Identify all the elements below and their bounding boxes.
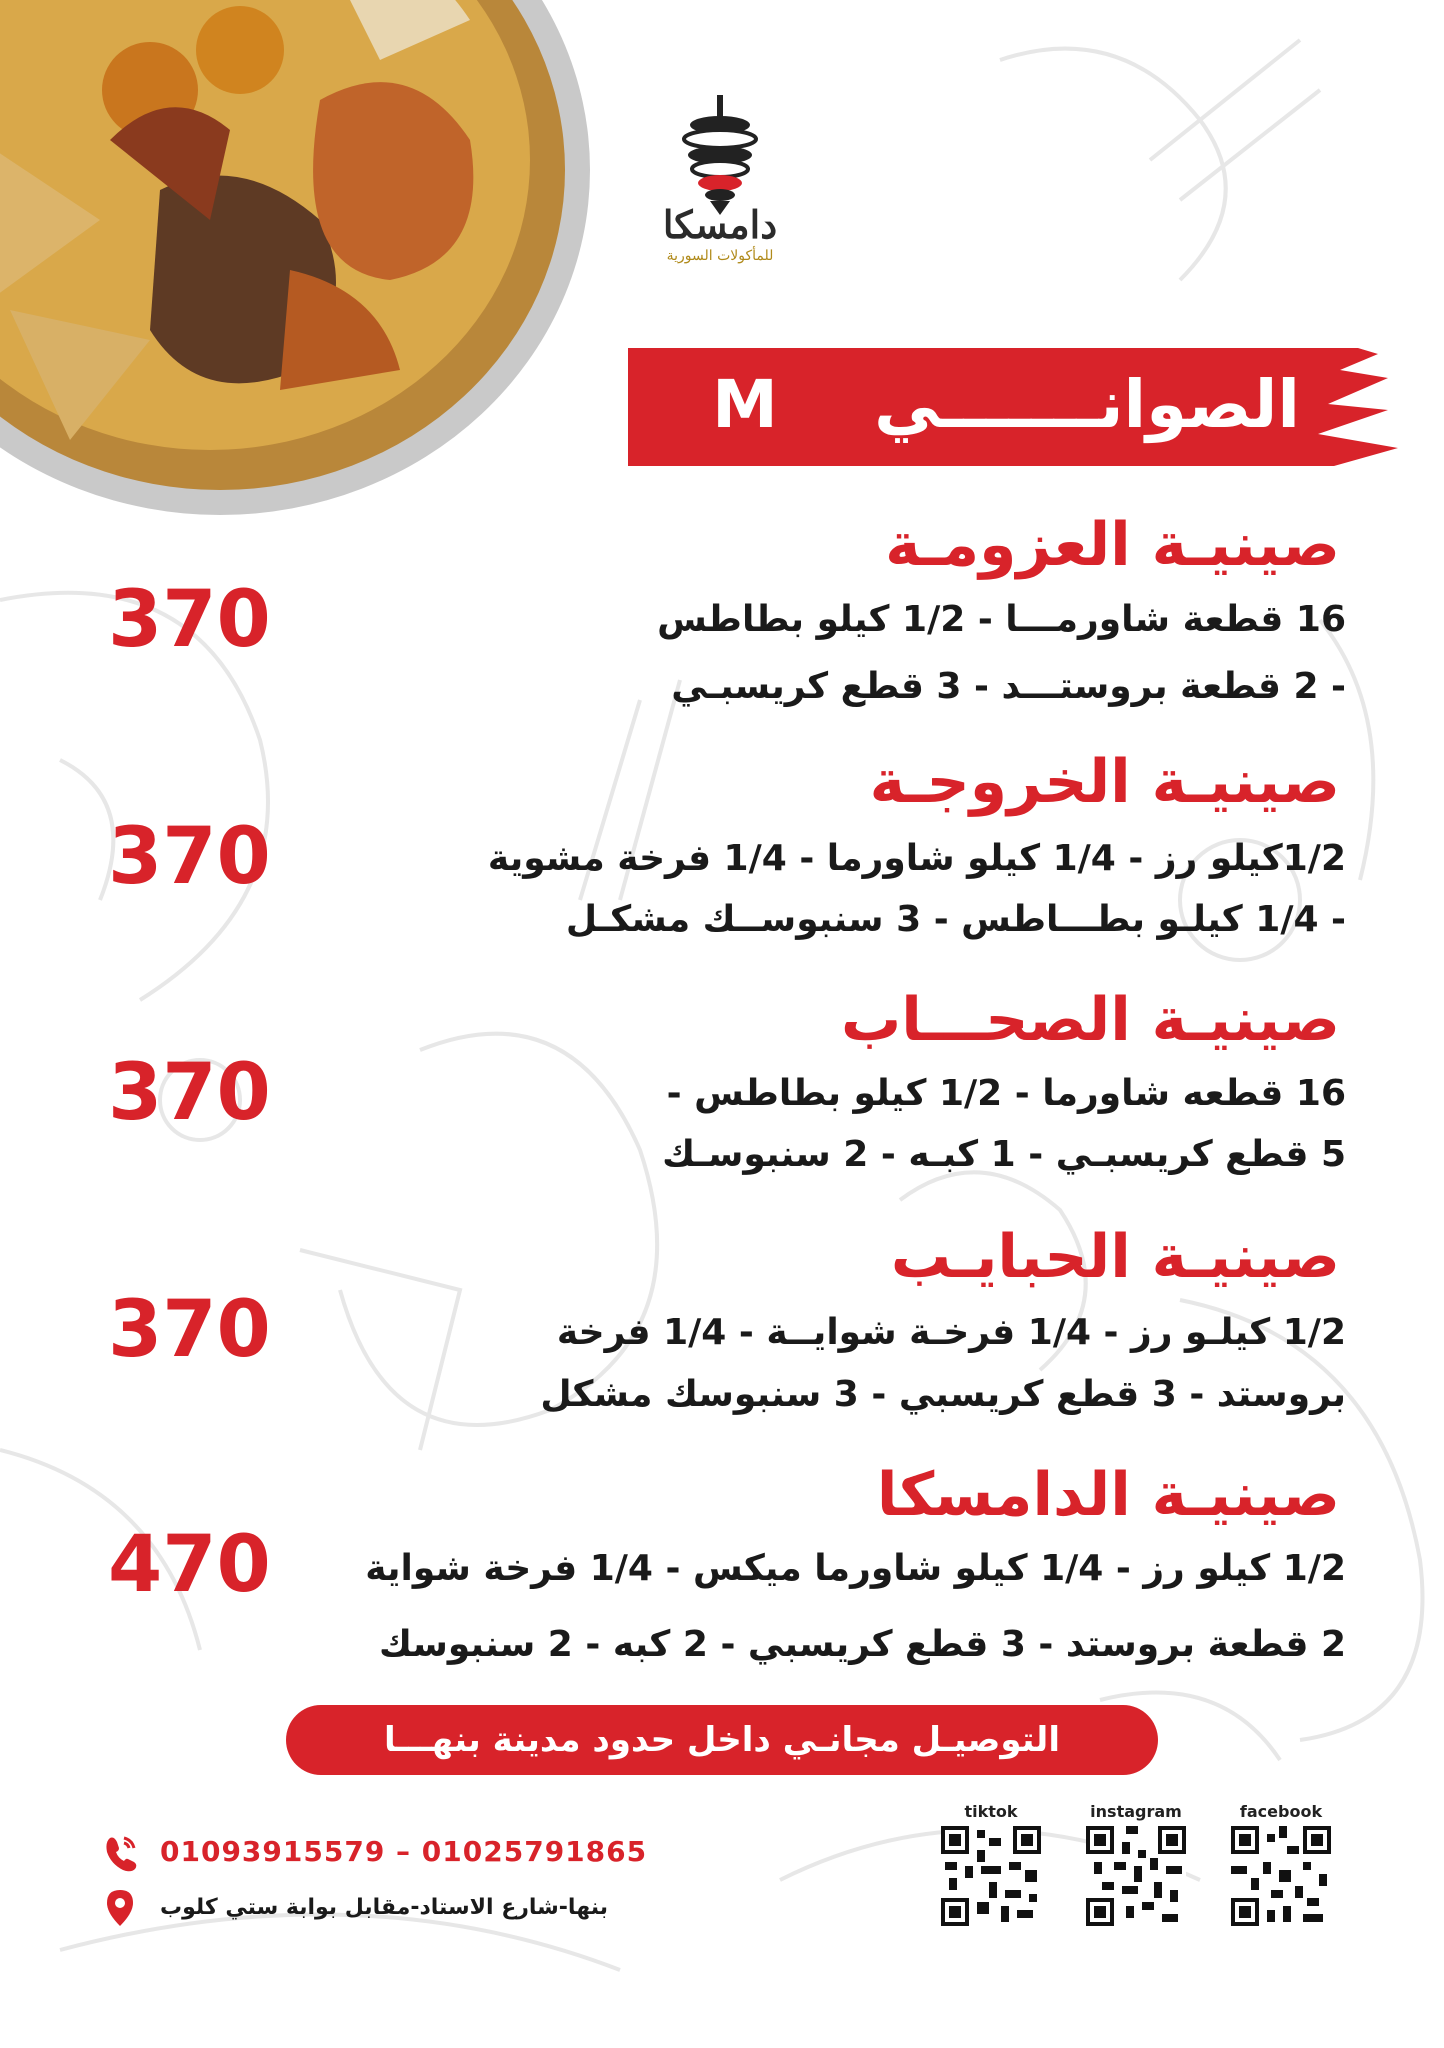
item-title: صينيـة الدامسكا <box>876 1460 1340 1530</box>
tiktok-qr[interactable] <box>938 1802 1044 1930</box>
delivery-banner: التوصيـل مجانـي داخل حدود مدينة بنهـــا <box>286 1705 1158 1775</box>
qr-code-icon <box>941 1826 1041 1926</box>
location-pin-icon <box>100 1888 140 1928</box>
item-description-line: بروستد - 3 قطع كريسبي - 3 سنبوسك مشكل <box>540 1374 1346 1415</box>
phone-numbers[interactable]: 01093915579 – 01025791865 <box>160 1835 648 1868</box>
phone-icon <box>100 1832 140 1872</box>
item-description-line: - 1/4 كيلـو بطـــاطس - 3 سنبوســك مشكـل <box>565 899 1346 940</box>
item-price: 470 <box>108 1520 271 1610</box>
item-title: صينيـة العزومـة <box>885 510 1340 580</box>
item-description-line: 2 قطعة بروستد - 3 قطع كريسبي - 2 كبه - 2 سنبوسك <box>378 1624 1346 1665</box>
item-title: صينيـة الصحـــاب <box>840 985 1340 1055</box>
item-description-line: 16 قطعه شاورما - 1/2 كيلو بطاطس - <box>666 1073 1346 1114</box>
item-description-line: 16 قطعة شاورمـــا - 1/2 كيلو بطاطس <box>657 599 1346 640</box>
brand-name: دامسكا <box>662 202 778 247</box>
item-description-line: 1/2كيلو رز - 1/4 كيلو شاورما - 1/4 فرخة مشوية <box>487 838 1346 879</box>
item-description-line: 1/2 كيلـو رز - 1/4 فرخـة شوايــة - 1/4 فرخة <box>556 1312 1346 1353</box>
item-description-line: 5 قطع كريسبـي - 1 كبـه - 2 سنبوسـك <box>662 1134 1346 1175</box>
qr-code-icon <box>1086 1826 1186 1926</box>
item-title: صينيـة الخروجـة <box>869 747 1340 817</box>
item-price: 370 <box>108 575 271 665</box>
food-platter-image <box>0 0 620 540</box>
item-price: 370 <box>108 812 271 902</box>
item-price: 370 <box>108 1285 271 1375</box>
qr-code-icon <box>1231 1826 1331 1926</box>
item-title: صينيـة الحبايـب <box>890 1222 1340 1292</box>
facebook-qr[interactable] <box>1228 1802 1334 1930</box>
item-description-line: 1/2 كيلو رز - 1/4 كيلو شاورما ميكس - 1/4 فرخة شواية <box>365 1548 1346 1589</box>
address: بنها-شارع الاستاد-مقابل بوابة ستي كلوب <box>160 1895 608 1920</box>
section-title: الصوانـــــــي <box>874 366 1300 443</box>
item-description-line: - 2 قطعة بروستـــد - 3 قطع كريسبـي <box>671 666 1346 707</box>
instagram-qr[interactable] <box>1083 1802 1189 1930</box>
social-label: facebook <box>1239 1802 1323 1821</box>
social-label: instagram <box>1090 1802 1182 1821</box>
social-label: tiktok <box>964 1802 1018 1821</box>
brand-tagline: للمأكولات السورية <box>666 248 774 264</box>
size-label: M <box>712 366 778 443</box>
item-price: 370 <box>108 1048 271 1138</box>
